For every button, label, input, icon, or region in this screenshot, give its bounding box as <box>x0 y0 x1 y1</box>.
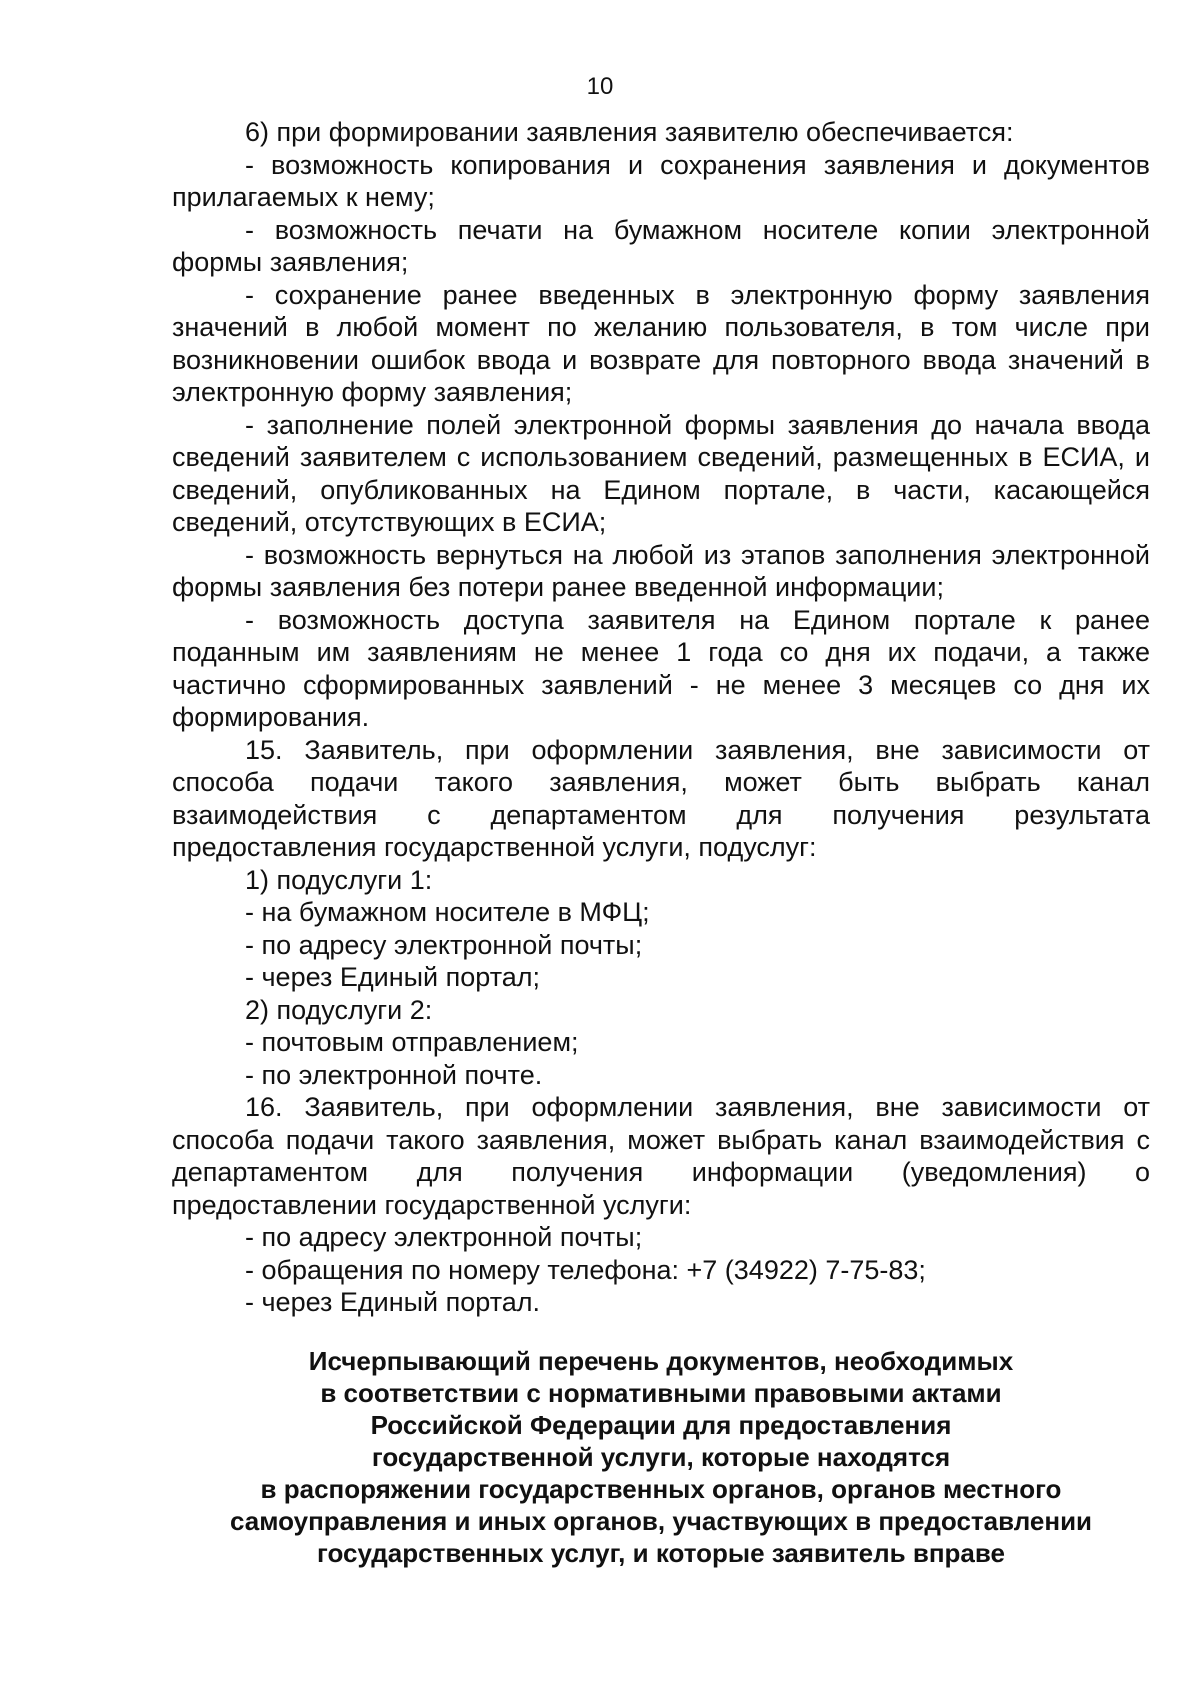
list-item: - обращения по номеру телефона: +7 (34922) 7-75-83; <box>245 1254 926 1285</box>
paragraph: - возможность доступа заявителя на Едином портале к ранее поданным им заявлениям не менее 1 года со дня их подачи, а также частично сформированных заявлений - не менее 3 месяцев со дня их формирования. <box>172 604 1150 732</box>
heading-line: Исчерпывающий перечень документов, необходимых <box>308 1346 1014 1376</box>
heading-line: в распоряжении государственных органов, органов местного <box>260 1474 1062 1504</box>
list-item: 6) при формировании заявления заявителю обеспечивается: <box>245 117 1014 147</box>
paragraph: - возможность вернуться на любой из этапов заполнения электронной формы заявления без потери ранее введенной информации; <box>172 539 1150 602</box>
list-item: - на бумажном носителе в МФЦ; <box>245 897 650 927</box>
heading-line: государственных услуг, и которые заявитель вправе <box>316 1538 1005 1568</box>
heading-line: Российской Федерации для предоставления <box>370 1410 952 1440</box>
list-item: - по электронной почте. <box>245 1059 543 1090</box>
list-item: 2) подуслуги 2: <box>245 994 433 1025</box>
paragraph: 15. Заявитель, при оформлении заявления, вне зависимости от способа подачи такого заявления, может быть выбрать канал взаимодействия с департаментом для получения результата предоставления государственной услуги, подуслуг: <box>172 734 1150 862</box>
list-item: - по адресу электронной почты; <box>245 929 643 960</box>
paragraph: - заполнение полей электронной формы заявления до начала ввода сведений заявителем с использованием сведений, размещенных в ЕСИА, и сведений, опубликованных на Едином портале, в части, касающейся сведений, отсутствующих в ЕСИА; <box>172 409 1150 537</box>
list-item: - почтовым отправлением; <box>245 1027 579 1057</box>
paragraph: - возможность печати на бумажном носителе копии электронной формы заявления; <box>172 214 1150 277</box>
list-item: - через Единый портал. <box>245 1287 541 1317</box>
heading-line: в соответствии с нормативными правовыми актами <box>320 1378 1002 1408</box>
heading-line: государственной услуги, которые находятся <box>371 1442 951 1472</box>
paragraph: 16. Заявитель, при оформлении заявления, вне зависимости от способа подачи такого заявления, может выбрать канал взаимодействия с департаментом для получения информации (уведомления) о предоставлении государственной услуги: <box>172 1092 1150 1220</box>
list-item: - по адресу электронной почты; <box>245 1222 643 1252</box>
list-item: 1) подуслуги 1: <box>245 864 433 895</box>
list-item: - через Единый портал; <box>245 962 541 992</box>
page-number: 10 <box>586 73 614 100</box>
paragraph: - возможность копирования и сохранения заявления и документов прилагаемых к нему; <box>172 149 1150 212</box>
heading-line: самоуправления и иных органов, участвующих в предоставлении <box>229 1506 1093 1536</box>
paragraph: - сохранение ранее введенных в электронную форму заявления значений в любой момент по желанию пользователя, в том числе при возникновении ошибок ввода и возврате для повторного ввода значений в электронную форму заявления; <box>172 279 1150 407</box>
section-heading <box>172 1345 1150 1569</box>
document-body <box>172 116 1150 1319</box>
